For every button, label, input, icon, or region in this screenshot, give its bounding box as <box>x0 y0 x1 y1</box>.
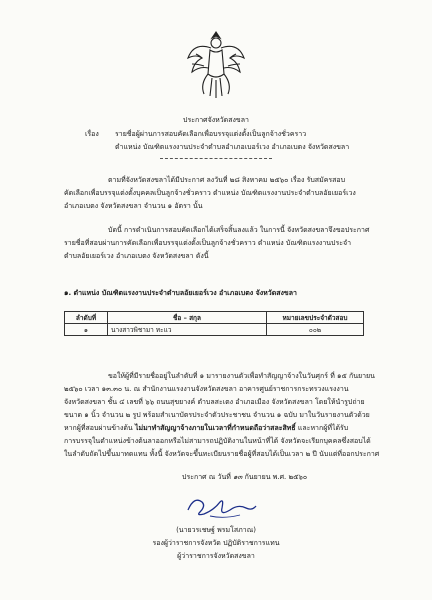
paragraph-2-line-3: ตำบลอัยเยอร์เวง อำเภอเบตง จังหวัดสงขลา ดังนี้ <box>64 252 209 260</box>
separator-line <box>160 158 272 159</box>
paragraph-2-line-2: รายชื่อที่สอบผ่านการคัดเลือกเพื่อบรรจุแต่งตั้งเป็นลูกจ้างชั่วคราว ตำแหน่ง บัณฑิตแรงงานประจำ <box>64 239 352 247</box>
date-suffix: กันยายน พ.ศ. ๒๕๖๐ <box>244 473 308 481</box>
closing-line-7: ในลำดับถัดไปขึ้นมาทดแทน ทั้งนี้ จังหวัดจะขึ้นทะเบียนรายชื่อผู้ที่สอบได้เป็นเวลา ๒ ปี นับแต่ที่ออกประกาศ <box>64 450 380 458</box>
closing-line-2: ๒๕๖๐ เวลา ๑๓.๓๐ น. ณ สำนักงานแรงงานจังหวัดสงขลา อาคารศูนย์ราชการกระทรวงแรงงาน <box>64 385 349 393</box>
row-name: นางสาวพิชามา ทะแว <box>108 324 267 336</box>
closing-line-1: ขอให้ผู้ที่มีรายชื่ออยู่ในลำดับที่ ๑ มารายงานตัวเพื่อทำสัญญาจ้างในวันศุกร์ ที่ ๑๕ กันยายน <box>108 372 375 380</box>
closing-line-5-tail: และหากผู้ที่ได้รับ <box>295 424 349 432</box>
closing-line-3: จังหวัดสงขลา ชั้น ๔ เลขที่ ๖๖ ถนนสุขยางค์ ตำบลสะเตง อำเภอเมือง จังหวัดสงขลา โดยให้นำรูปถ่าย <box>64 398 365 406</box>
forfeit-notice: ไม่มาทำสัญญาจ้างภายในเวลาที่กำหนดถือว่าสละสิทธิ์ <box>134 424 296 432</box>
subject-label: เรื่อง <box>85 130 99 138</box>
table-row <box>65 324 364 336</box>
date-day: ๑๓ <box>233 473 243 481</box>
signatory-title-1: รองผู้ว่าราชการจังหวัด ปฏิบัติราชการแทน <box>152 539 280 547</box>
header-no: ลำดับที่ <box>65 312 108 324</box>
row-no: ๑ <box>65 324 108 336</box>
subject-line-1: รายชื่อผู้ผ่านการสอบคัดเลือกเพื่อบรรจุแต่งตั้งเป็นลูกจ้างชั่วคราว <box>115 130 307 138</box>
handwritten-signature <box>180 492 260 522</box>
closing-line-5-normal: หากผู้ที่สอบผ่านข้างต้น <box>64 424 135 432</box>
garuda-emblem <box>186 28 246 100</box>
announcement-title: ประกาศจังหวัดสงขลา <box>183 116 249 124</box>
signatory-title-2: ผู้ว่าราชการจังหวัดสงขลา <box>177 552 255 560</box>
table-header-row <box>65 312 364 324</box>
section-heading: ๑. ตำแหน่ง บัณฑิตแรงงานประจำตำบลอัยเยอร์เวง อำเภอเบตง จังหวัดสงขลา <box>64 289 297 297</box>
header-exam-id: หมายเลขประจำตัวสอบ <box>267 312 364 324</box>
date-prefix: ประกาศ ณ วันที่ <box>182 473 231 481</box>
paragraph-2-line-1: บัดนี้ การดำเนินการสอบคัดเลือกได้เสร็จสิ้นลงแล้ว ในการนี้ จังหวัดสงขลาจึงขอประกาศ <box>108 226 370 234</box>
header-name: ชื่อ – สกุล <box>108 312 267 324</box>
closing-line-5 <box>64 424 348 433</box>
subject-line-2: ตำแหน่ง บัณฑิตแรงงานประจำตำบลอำเภอเบอร์เวง อำเภอเบตง จังหวัดสงขลา <box>115 143 350 151</box>
signatory-name: (นายวรเชษฐ์ พรมโสภาณ) <box>176 526 256 534</box>
candidate-table <box>64 311 364 336</box>
paragraph-1-line-3: อำเภอเบตง จังหวัดสงขลา จำนวน ๑ อัตรา นั้น <box>64 202 203 210</box>
announcement-date <box>182 473 307 482</box>
paragraph-1-line-1: ตามที่จังหวัดสงขลาได้มีประกาศ ลงวันที่ ๒๘ สิงหาคม ๒๕๖๐ เรื่อง รับสมัครสอบ <box>108 176 346 184</box>
closing-line-4: ขนาด ๑ นิ้ว จำนวน ๒ รูป พร้อมสำเนาบัตรประจำตัวประชาชน จำนวน ๑ ฉบับ มาในวันรายงานตัวด้วย <box>64 411 370 419</box>
row-exam-id: ๐๐๒ <box>267 324 364 336</box>
closing-line-6: การบรรจุในตำแหน่งข้างต้นลาออกหรือไม่สามารถปฏิบัติงานในหน้าที่ได้ จังหวัดจะเรียกบุคคลซึ่งสอบได้ <box>64 437 371 445</box>
paragraph-1-line-2: คัดเลือกเพื่อบรรจุแต่งตั้งบุคคลเป็นลูกจ้างชั่วคราว ตำแหน่ง บัณฑิตแรงงานประจำตำบลอัยเยอร์เวง <box>64 189 356 197</box>
